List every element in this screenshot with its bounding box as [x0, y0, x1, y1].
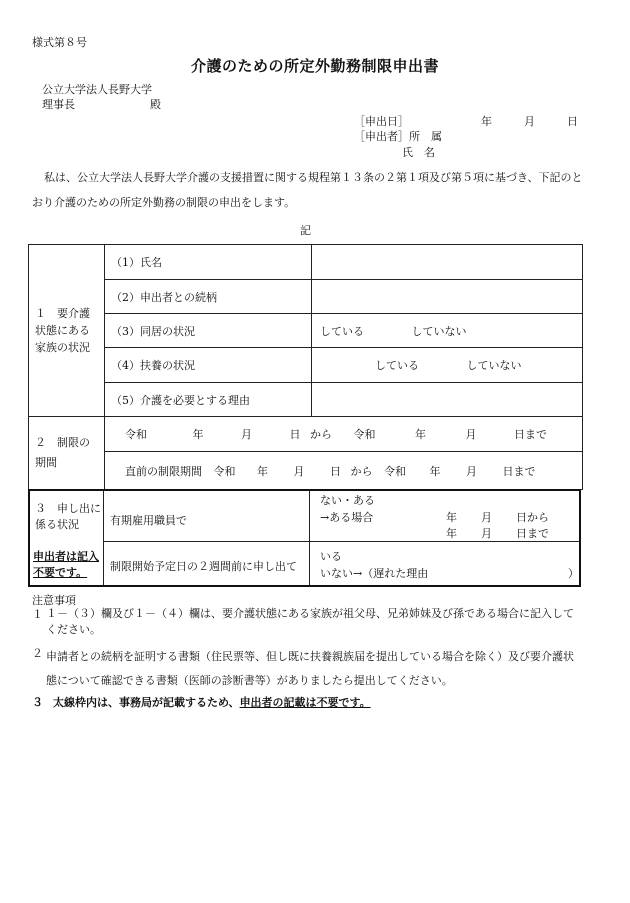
form-number: 様式第８号 [32, 36, 87, 49]
fixed-term-label: 有期雇用職員で [110, 514, 187, 527]
row-support-options[interactable] [312, 348, 583, 383]
two-weeks-label: 制限開始予定日の２週間前に申し出て [110, 560, 297, 573]
prev-month-start: 月 [293, 464, 305, 478]
prev-year-start: 年 [257, 464, 268, 478]
fixed-term-year: 年 [446, 511, 457, 524]
section3-note: 申出者は記入不要です。 [33, 550, 99, 579]
form-table [28, 244, 583, 490]
period-row[interactable] [105, 417, 583, 452]
ki-mark: 記 [300, 224, 311, 237]
previous-period-row[interactable] [105, 452, 583, 490]
fixed-term-month: 月 [481, 511, 492, 524]
date-year: 年 [481, 115, 492, 128]
previous-period-label: 直前の制限期間 [125, 464, 202, 478]
date-month: 月 [524, 115, 535, 128]
cohabit-yes[interactable]: している [320, 324, 364, 338]
prev-era-start: 令和 [213, 464, 236, 478]
prev-day-start: 日 [330, 464, 341, 478]
honorific: 殿 [150, 98, 161, 111]
period-year-start: 年 [192, 428, 204, 441]
fixed-term-month-end: 月 [481, 527, 492, 540]
row-name-label: （1）氏名 [105, 245, 312, 280]
row-reason-input[interactable] [312, 383, 583, 417]
notes-heading: 注意事項 [32, 594, 76, 607]
applicant-dept-label: ［申出者］所 属 [354, 130, 442, 143]
divider [103, 491, 104, 585]
period-month-end: 月 [465, 428, 477, 441]
period-from: から [310, 428, 332, 441]
note3-number: ３ [32, 696, 43, 709]
support-yes[interactable]: している [375, 359, 419, 372]
prev-month-end: 月 [466, 464, 477, 478]
period-year-end: 年 [415, 428, 426, 441]
prev-era-end: 令和 [384, 464, 406, 478]
note3-text: 太線枠内は、事務局が記載するため、 [53, 696, 240, 709]
period-era-end: 令和 [353, 428, 376, 441]
row-relation-label: （2）申出者との続柄 [105, 280, 312, 314]
divider [309, 491, 310, 585]
support-no[interactable]: していない [466, 359, 522, 372]
section3-heading: ３ 申し出に係る状況 [35, 502, 101, 531]
row-cohabit-options[interactable] [312, 314, 583, 348]
row-relation-input[interactable] [312, 280, 583, 314]
addressee-org: 公立大学法人長野大学 [42, 83, 152, 96]
fixed-term-from: 日から [516, 511, 549, 524]
section2-heading: ２ 制限の期間 [29, 417, 105, 490]
period-until: 日まで [514, 428, 547, 441]
note3 [53, 694, 371, 710]
two-weeks-close: ） [568, 567, 579, 580]
note1-number: １ [32, 608, 43, 621]
note3-emphasis: 申出者の記載は不要です。 [239, 696, 371, 709]
applicant-name-label: 氏 名 [402, 146, 435, 159]
fixed-term-options[interactable]: ない・ある [320, 494, 375, 507]
row-name-input[interactable] [312, 245, 583, 280]
row-support-label: （4）扶養の状況 [105, 348, 312, 383]
note2: 申請者との続柄を証明する書類（住民票等、但し既に扶養親族届を提出している場合を除く）及び要介護状態について確認できる書類（医師の診断書等）がありましたら提出してください。 [46, 650, 574, 687]
date-day: 日 [567, 115, 578, 128]
addressee-title: 理事長 [42, 98, 75, 111]
fixed-term-until: 日まで [516, 527, 549, 540]
section1-heading: １ 要介護状態にある家族の状況 [29, 245, 105, 417]
prev-year-end: 年 [429, 464, 441, 478]
date-label: ［申出日］ [354, 115, 409, 128]
page-title: 介護のための所定外勤務制限申出書 [190, 57, 439, 75]
note1: １－（３）欄及び１－（４）欄は、要介護状態にある家族が祖父母、兄弟姉妹及び孫である場合に記入してください。 [46, 607, 574, 636]
prev-from: から [350, 464, 373, 478]
period-era-start: 令和 [125, 428, 147, 441]
cohabit-no[interactable]: していない [411, 324, 467, 338]
two-weeks-no[interactable]: いない→（遅れた理由 [320, 567, 429, 580]
note2-number: ２ [32, 647, 43, 660]
office-use-box [28, 489, 581, 587]
body-text: 私は、公立大学法人長野大学介護の支援措置に関する規程第１３条の２第１項及び第５項に基づき、下記のとおり介護のための所定外勤務の制限の申出をします。 [32, 171, 583, 209]
row-reason-label: （5）介護を必要とする理由 [105, 383, 312, 417]
row-cohabit-label: （3）同居の状況 [105, 314, 312, 348]
period-month-start: 月 [241, 428, 252, 441]
period-day-start: 日 [289, 428, 301, 441]
two-weeks-yes[interactable]: いる [320, 550, 342, 563]
fixed-term-if-yes: →ある場合 [320, 511, 374, 524]
divider [103, 541, 579, 542]
fixed-term-year-end: 年 [446, 527, 457, 540]
prev-until: 日まで [502, 464, 536, 478]
